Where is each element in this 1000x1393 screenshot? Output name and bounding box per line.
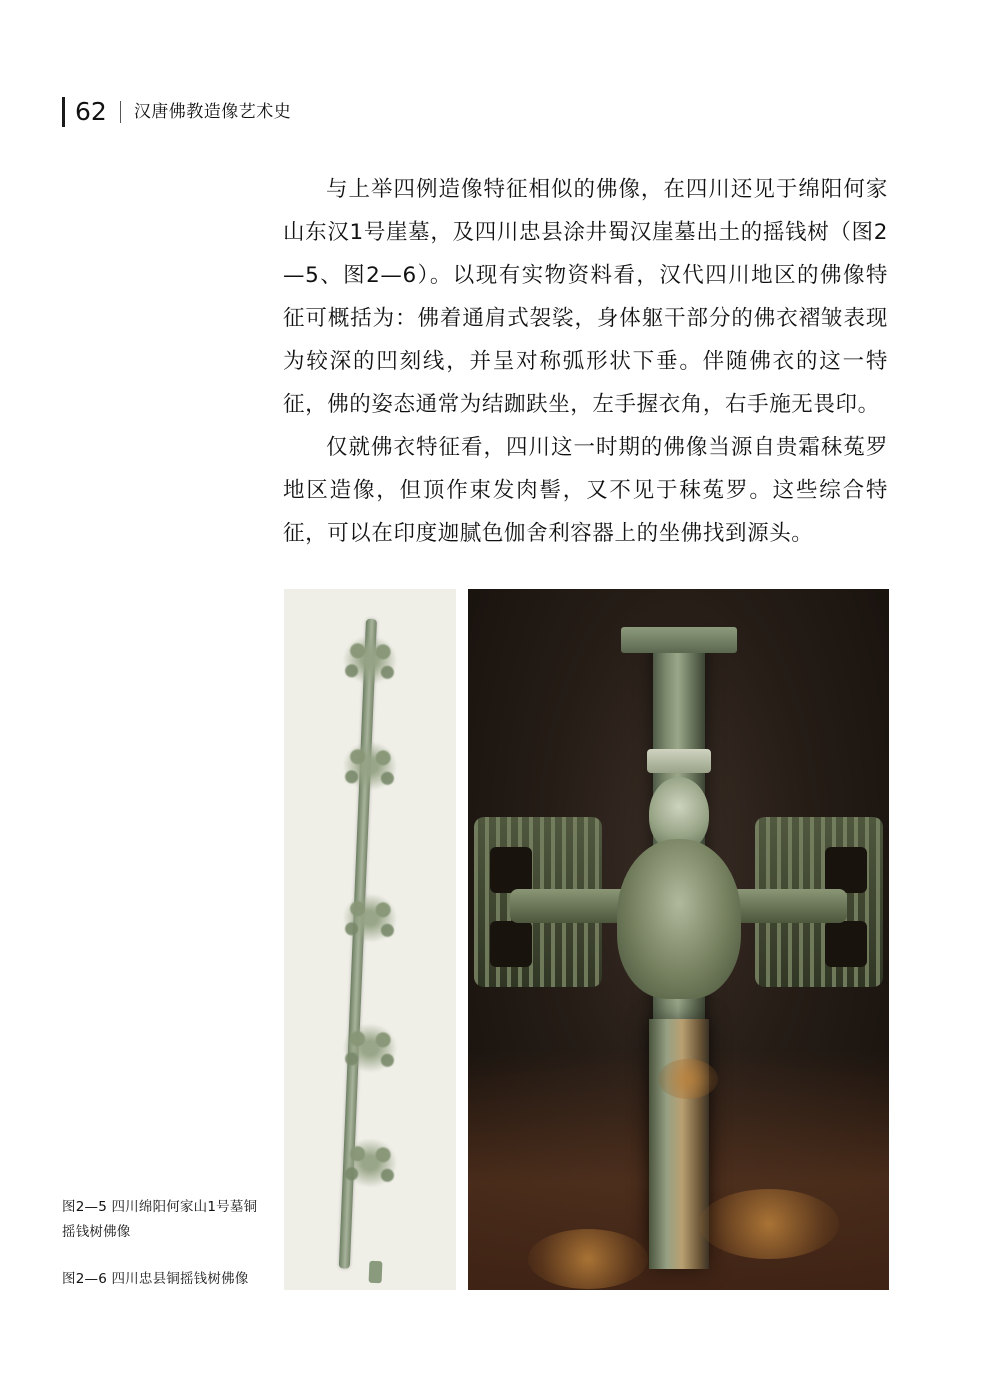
header-rule [62,97,65,127]
branch-opening [490,921,532,967]
body-text [283,168,888,555]
trunk-lower [649,1019,709,1269]
buddha-arm-right [727,889,847,923]
rod-ornament [337,630,403,691]
buddha-torso [617,839,741,999]
branch-opening [825,921,867,967]
figure-block [284,589,889,1290]
patina-spot [658,1059,718,1099]
patina-spot [528,1229,648,1289]
caption-figure-2-5: 图2—5 四川绵阳何家山1号墓铜摇钱树佛像 [62,1199,258,1240]
branch-opening [825,847,867,893]
rod-ornament [337,736,403,797]
paragraph-1: 与上举四例造像特征相似的佛像，在四川还见于绵阳何家山东汉1号崖墓，及四川忠县涂井蜀汉崖墓出土的摇钱树（图2—5、图2—6）。以现有实物资料看，汉代四川地区的佛像特征可概括为：佛着通肩式袈裟，身体躯干部分的佛衣褶皱表现为较深的凹刻线，并呈对称弧形状下垂。伴随佛衣的这一特征，佛的姿态通常为结跏趺坐，左手握衣角，右手施无畏印。 [283,177,888,417]
rod-ornament [337,888,403,949]
header-separator [120,101,121,123]
book-title: 汉唐佛教造像艺术史 [133,102,292,122]
figure-2-6-image [468,589,889,1290]
caption-figure-2-6: 图2—6 四川忠县铜摇钱树佛像 [62,1271,249,1287]
patina-spot [699,1189,839,1259]
page-number: 62 [75,97,107,126]
paragraph-2: 仅就佛衣特征看，四川这一时期的佛像当源自贵霜秣菟罗地区造像，但顶作束发肉髻，又不见于秣菟罗。这些综合特征，可以在印度迦腻色伽舍利容器上的坐佛找到源头。 [283,435,888,546]
buddha-arm-left [510,889,630,923]
rod-tip [369,1261,383,1284]
figure-captions [62,1195,262,1292]
trunk-collar [647,749,711,773]
figure-2-5-image [284,589,456,1290]
page-header [62,95,291,129]
rod-ornament [337,1018,403,1079]
branch-opening [490,847,532,893]
trunk-crossbar [621,627,737,653]
rod-ornament [337,1133,403,1194]
